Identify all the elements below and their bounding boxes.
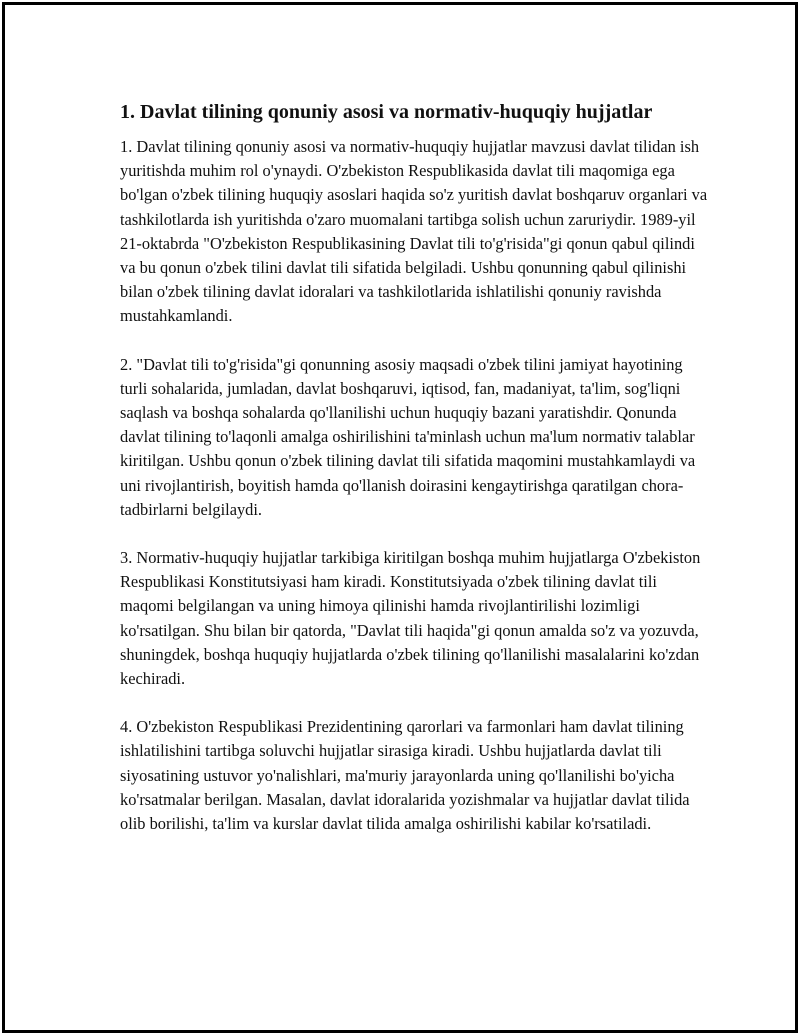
paragraph-3: 3. Normativ-huquqiy hujjatlar tarkibiga kiritilgan boshqa muhim hujjatlarga O'zbekiston Respublikasi Konstitutsiyasi ham kiradi. Konstitutsiyada o'zbek tilining davlat tili maqomi belgilangan va uning himoya qilinishi hamda rivojlantirilishi lozimligi ko'rsatilgan. Shu bilan bir qatorda, "Davlat tili haqida"gi qonun amalda so'z va yozuvda, shuningdek, boshqa huquqiy hujjatlarda o'zbek tilining qo'llanilishi masalalarini ko'zdan kechiradi. [120, 548, 701, 689]
document-body [120, 98, 710, 860]
paragraph-1: 1. Davlat tilining qonuniy asosi va normativ-huquqiy hujjatlar mavzusi davlat tilidan ish yuritishda muhim rol o'ynaydi. O'zbekiston Respublikasida davlat tili maqomiga ega bo'lgan o'zbek tilining huquqiy asoslari haqida so'z yuritish davlat boshqaruv organlari va tashkilotlarda ish yuritishda o'zaro muomalani tartibga solish uchun zaruriydir. 1989-yil 21-oktabrda "O'zbekiston Respublikasining Davlat tili to'g'risida"gi qonun qabul qilindi va bu qonun o'zbek tilini davlat tili sifatida belgiladi. Ushbu qonunning qabul qilinishi bilan o'zbek tilining davlat idoralari va tashkilotlarida ishlatilishi qonuniy ravishda mustahkamlandi. [120, 137, 708, 326]
paragraph-2: 2. "Davlat tili to'g'risida"gi qonunning asosiy maqsadi o'zbek tilini jamiyat hayotining turli sohalarida, jumladan, davlat boshqaruvi, iqtisod, fan, madaniyat, ta'lim, sog'liqni saqlash va boshqa sohalarda qo'llanilishi uchun huquqiy bazani yaratishdir. Qonunda davlat tilining to'laqonli amalga oshirilishini ta'minlash uchun ma'lum normativ talablar kiritilgan. Ushbu qonun o'zbek tilining davlat tili sifatida maqomini mustahkamlaydi va uni rivojlantirish, boyitish hamda qo'llanish doirasini kengaytirishga qaratilgan chora-tadbirlarni belgilaydi. [120, 354, 696, 519]
page-frame [2, 2, 798, 1033]
paragraph-4: 4. O'zbekiston Respublikasi Prezidentining qarorlari va farmonlari ham davlat tilining ishlatilishini tartibga soluvchi hujjatlar sirasiga kiradi. Ushbu hujjatlarda davlat tili siyosatining ustuvor yo'nalishlari, ma'muriy jarayonlarda uning qo'llanilishi bo'yicha ko'rsatmalar berilgan. Masalan, davlat idoralarida yozishmalar va hujjatlar davlat tilida olib borilishi, ta'lim va kurslar davlat tilida amalga oshirilishi kabilar ko'rsatiladi. [120, 717, 690, 834]
document-title: 1. Davlat tilining qonuniy asosi va normativ-huquqiy hujjatlar [120, 101, 653, 123]
